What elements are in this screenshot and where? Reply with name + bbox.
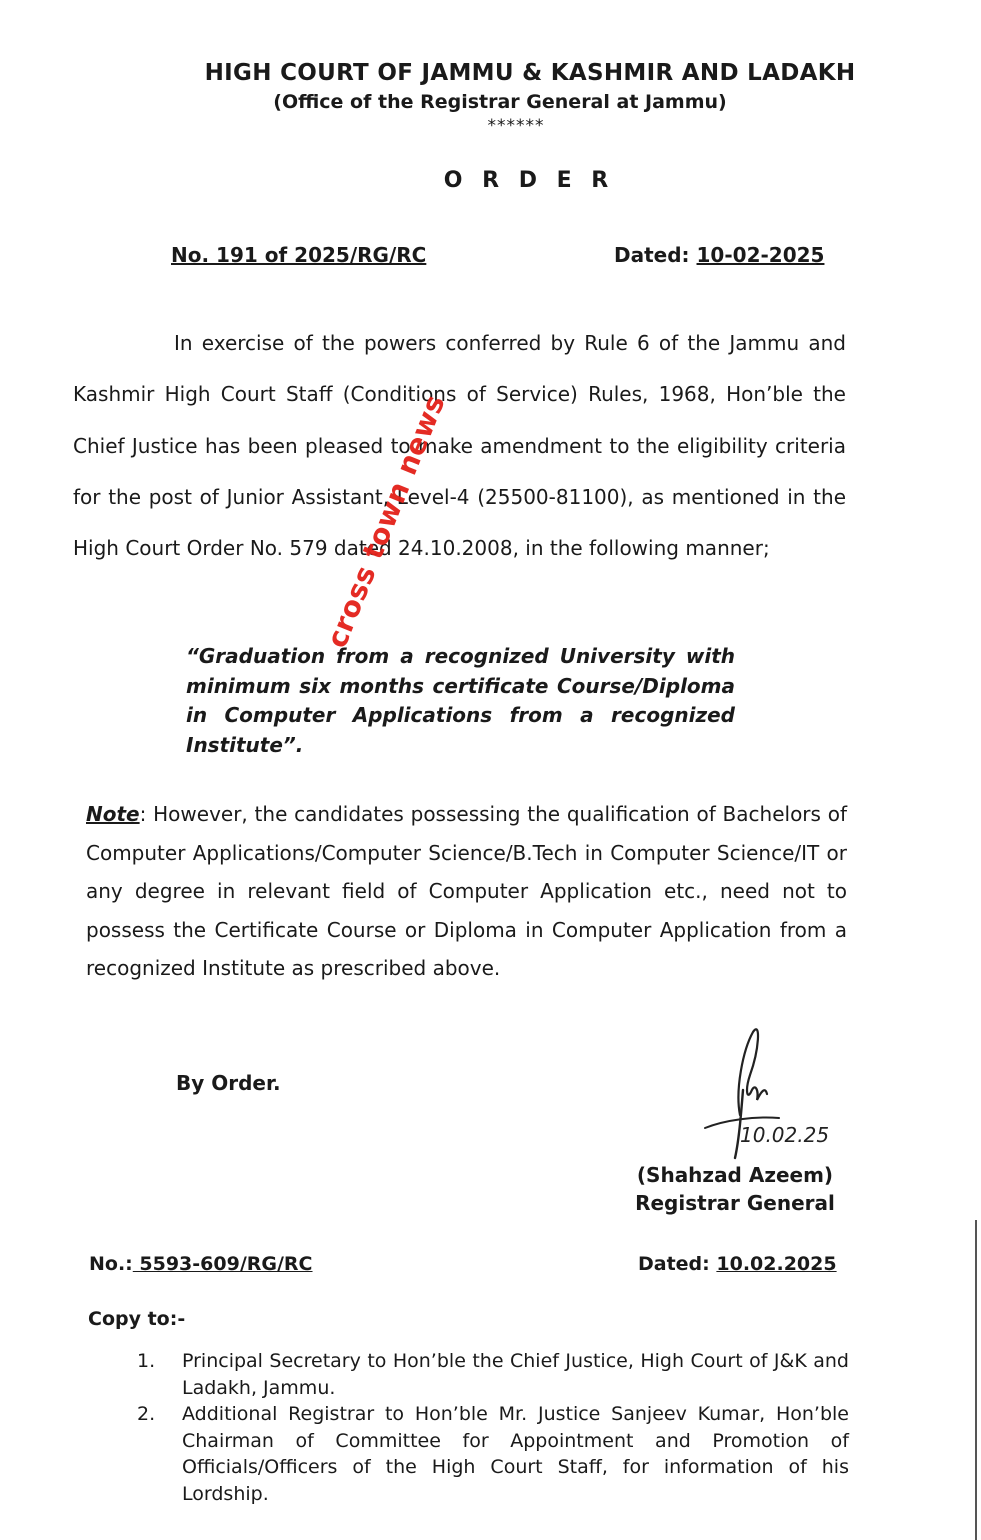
order-date-value: 10-02-2025 xyxy=(696,243,825,267)
signatory-block xyxy=(600,1161,870,1217)
paragraph-text: In exercise of the powers conferred by Rule 6 of the Jammu and Kashmir High Court Staff (Conditions of Service) Rules, 1968, Hon’ble the Chief Justice has been pleased to make amendment to the eligibility criteria for the post of Junior Assistant, Level-4 (25500-81100), as mentioned in the High Court Order No. 579 dated 24.10.2008, in the following manner; xyxy=(73,331,846,561)
copy-to-list xyxy=(137,1348,849,1507)
note-label: Note xyxy=(86,802,140,826)
note-colon: : xyxy=(139,802,147,826)
signature-scribble-icon xyxy=(695,1020,895,1170)
list-item xyxy=(137,1348,849,1401)
order-number: No. 191 of 2025/RG/RC xyxy=(171,243,427,267)
dispatch-number-value: 5593-609/RG/RC xyxy=(132,1253,313,1275)
dispatch-date-value: 10.02.2025 xyxy=(716,1253,837,1275)
signatory-title: Registrar General xyxy=(635,1191,835,1215)
copy-to-label: Copy to:- xyxy=(88,1308,186,1330)
list-item xyxy=(137,1401,849,1507)
signature-date: 10.02.25 xyxy=(740,1123,830,1147)
list-item-number: 2. xyxy=(137,1403,156,1425)
list-item-number: 1. xyxy=(137,1350,156,1372)
order-date-label: Dated: xyxy=(614,243,690,267)
header-stars: ****** xyxy=(487,116,545,136)
page-edge-divider xyxy=(975,1220,977,1540)
dispatch-date-label: Dated: xyxy=(638,1253,710,1275)
list-item-text: Principal Secretary to Hon’ble the Chief Justice, High Court of J&K and Ladakh, Jammu. xyxy=(182,1350,849,1399)
note-text: However, the candidates possessing the qualification of Bachelors of Computer Applications/Computer Science/B.Tech in Computer Science/IT or any degree in relevant field of Computer Application etc., need not to possess the Certificate Course or Diploma in Computer Application from a recognized Institute as prescribed above. xyxy=(86,802,847,980)
order-title: O R D E R xyxy=(443,168,615,193)
by-order: By Order. xyxy=(176,1071,281,1095)
dispatch-date xyxy=(638,1253,837,1275)
court-name: HIGH COURT OF JAMMU & KASHMIR AND LADAKH xyxy=(204,60,856,86)
office-name: (Office of the Registrar General at Jammu) xyxy=(273,91,727,113)
list-item-text: Additional Registrar to Hon’ble Mr. Justice Sanjeev Kumar, Hon’ble Chairman of Committee for Appointment and Promotion of Officials/Officers of the High Court Staff, for information of his Lordship. xyxy=(182,1403,849,1505)
order-paragraph xyxy=(73,318,846,574)
order-date xyxy=(614,243,824,267)
dispatch-number-label: No.: xyxy=(89,1253,133,1275)
signatory-name: (Shahzad Azeem) xyxy=(636,1163,834,1187)
dispatch-number xyxy=(89,1253,313,1275)
watermark: cross town news xyxy=(320,389,452,653)
eligibility-quote: “Graduation from a recognized University with minimum six months certificate Course/Diploma in Computer Applications from a recognized Institute”. xyxy=(186,644,735,757)
signature xyxy=(695,1020,895,1170)
note-paragraph xyxy=(86,795,847,988)
